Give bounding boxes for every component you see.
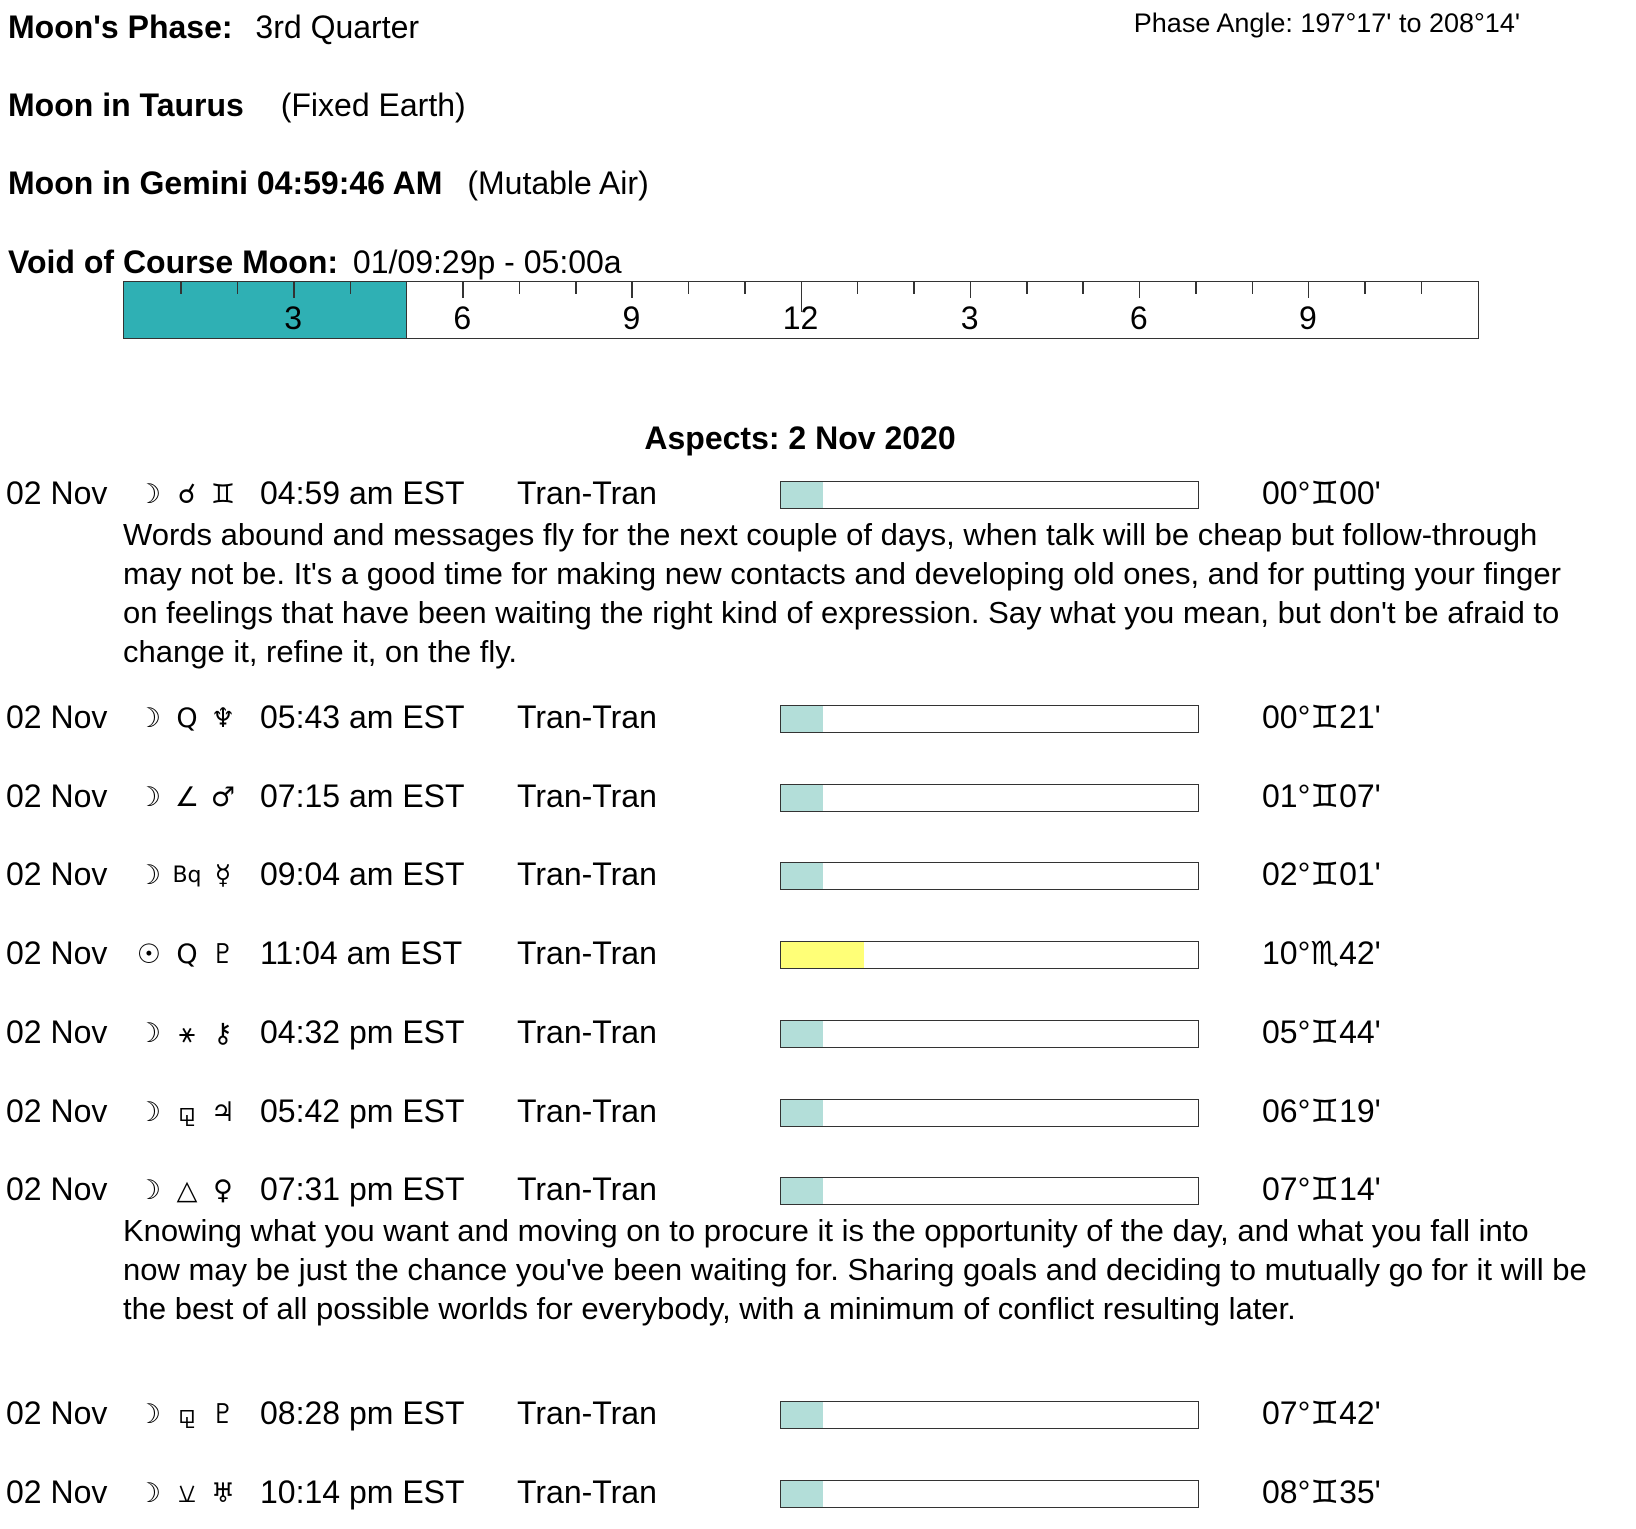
timeline-tick xyxy=(1195,282,1197,294)
aspect-interpretation: Words abound and messages fly for the next couple of days, when talk will be cheap but follow-through may not be. It's a good time for making new contacts and developing old ones, and for putting your finger on feelings that have been waiting the right kind of expression. Say what you mean, but don't be afraid to change it, refine it, on the fly. xyxy=(123,517,1561,669)
planet-2-glyph: ♆ xyxy=(210,703,236,734)
aspect-time: 10:14 pm EST xyxy=(260,1473,465,1510)
planet-2-glyph: ☿ xyxy=(214,860,232,892)
timeline-hour-label: 6 xyxy=(453,300,472,336)
planet-1-glyph: ☽ xyxy=(136,703,162,734)
aspect-time: 11:04 am EST xyxy=(260,935,463,972)
aspect-date: 02 Nov xyxy=(6,699,108,735)
timeline-tick xyxy=(1082,282,1084,294)
phase-angle: Phase Angle: 197°17' to 208°14' xyxy=(1133,8,1520,38)
aspect-position: 00°♊00' xyxy=(1262,475,1381,511)
aspect-type: Tran-Tran xyxy=(517,856,657,893)
aspect-date: 02 Nov xyxy=(6,1171,108,1208)
timeline-tick xyxy=(970,282,972,298)
orb-bar xyxy=(780,481,1199,509)
aspect-position: 07°♊14' xyxy=(1262,1171,1381,1208)
moon-ingress-line xyxy=(8,164,649,202)
planet-2-glyph: ♅ xyxy=(210,1477,236,1509)
aspect-position: 10°♏42' xyxy=(1262,935,1381,972)
aspect-glyph: ∠ xyxy=(174,781,200,813)
planet-2-glyph: ♇ xyxy=(210,1399,236,1431)
aspect-date: 02 Nov xyxy=(6,935,108,972)
timeline-tick xyxy=(1026,282,1028,294)
moon-phase-line xyxy=(8,8,419,46)
aspect-position: 00°♊21' xyxy=(1262,699,1381,735)
aspect-date: 02 Nov xyxy=(6,475,108,511)
aspect-position: 08°♊35' xyxy=(1262,1473,1381,1510)
timeline-hour-label: 3 xyxy=(284,300,303,336)
timeline-tick xyxy=(462,282,464,298)
aspect-date: 02 Nov xyxy=(6,777,108,814)
aspect-position: 05°♊44' xyxy=(1262,1013,1381,1050)
moon-sign-label: Moon in Taurus xyxy=(8,87,244,123)
timeline-tick xyxy=(519,282,521,294)
planet-1-glyph: ☽ xyxy=(136,1017,162,1049)
aspect-type: Tran-Tran xyxy=(517,1473,657,1510)
timeline-tick xyxy=(237,282,239,294)
planet-2-glyph: ♃ xyxy=(210,1096,236,1128)
orb-bar xyxy=(780,1020,1199,1048)
orb-bar xyxy=(780,1480,1199,1508)
planet-1-glyph: ☽ xyxy=(136,1096,162,1128)
orb-bar-fill xyxy=(781,482,823,508)
planet-1-glyph: ☽ xyxy=(136,781,162,813)
planet-2-glyph: ♀ xyxy=(213,1175,233,1207)
aspect-type: Tran-Tran xyxy=(517,935,657,972)
moon-ingress-element: (Mutable Air) xyxy=(467,165,649,201)
aspect-time: 08:28 pm EST xyxy=(260,1395,465,1432)
timeline-tick xyxy=(688,282,690,294)
orb-bar xyxy=(780,1401,1199,1429)
orb-bar-fill xyxy=(781,1100,823,1126)
aspect-type: Tran-Tran xyxy=(517,475,657,511)
aspect-type: Tran-Tran xyxy=(517,699,657,735)
timeline-tick xyxy=(913,282,915,294)
aspect-position: 01°♊07' xyxy=(1262,777,1381,814)
planet-2-glyph: ♊ xyxy=(210,479,236,510)
aspect-type: Tran-Tran xyxy=(517,1395,657,1432)
moon-phase-label: Moon's Phase: xyxy=(8,9,233,45)
aspect-time: 07:31 pm EST xyxy=(260,1171,465,1208)
moon-sign-element: (Fixed Earth) xyxy=(280,87,466,123)
timeline-tick xyxy=(180,282,182,294)
aspect-type: Tran-Tran xyxy=(517,1013,657,1050)
timeline-tick xyxy=(744,282,746,294)
aspect-date: 02 Nov xyxy=(6,1473,108,1510)
orb-bar-fill xyxy=(781,1178,823,1204)
timeline-tick xyxy=(350,282,352,294)
aspect-time: 05:43 am EST xyxy=(260,699,465,735)
planet-1-glyph: ☽ xyxy=(136,1399,162,1431)
timeline-tick xyxy=(857,282,859,294)
orb-bar xyxy=(780,784,1199,812)
timeline-tick xyxy=(293,282,295,298)
aspect-glyph: ⚼ xyxy=(177,1096,197,1128)
timeline-hour-label: 3 xyxy=(960,300,979,336)
aspect-glyph: Bq xyxy=(172,863,202,889)
timeline-tick xyxy=(1308,282,1310,298)
planet-2-glyph: ♇ xyxy=(210,939,236,971)
aspect-glyph: ⚼ xyxy=(177,1399,197,1431)
aspect-type: Tran-Tran xyxy=(517,1171,657,1208)
orb-bar-fill xyxy=(781,942,864,968)
planet-1-glyph: ☽ xyxy=(136,1477,162,1509)
timeline-hour-label: 6 xyxy=(1129,300,1148,336)
planet-1-glyph: ☽ xyxy=(136,479,162,510)
orb-bar xyxy=(780,1177,1199,1205)
planet-1-glyph: ☉ xyxy=(136,939,162,971)
timeline-tick xyxy=(1421,282,1423,294)
orb-bar xyxy=(780,862,1199,890)
timeline-hour-label: 9 xyxy=(1298,300,1317,336)
timeline-tick xyxy=(631,282,633,298)
planet-2-glyph: ♂ xyxy=(210,781,236,813)
aspect-date: 02 Nov xyxy=(6,1013,108,1050)
timeline-tick xyxy=(1139,282,1141,298)
aspect-date: 02 Nov xyxy=(6,1092,108,1129)
orb-bar xyxy=(780,705,1199,733)
timeline-tick xyxy=(406,282,408,294)
void-timeline xyxy=(123,281,1479,339)
aspect-glyph: ⚹ xyxy=(178,1017,196,1049)
timeline-tick xyxy=(575,282,577,294)
orb-bar-fill xyxy=(781,863,823,889)
planet-1-glyph: ☽ xyxy=(136,860,162,892)
aspect-glyph: ⚺ xyxy=(178,1477,196,1509)
orb-bar-fill xyxy=(781,1402,823,1428)
timeline-hour-label: 9 xyxy=(622,300,641,336)
moon-phase-value: 3rd Quarter xyxy=(255,9,420,45)
moon-sign-line xyxy=(8,86,466,124)
void-of-course-value: 01/09:29p - 05:00a xyxy=(352,244,622,280)
aspect-type: Tran-Tran xyxy=(517,777,657,814)
aspect-glyph: Q xyxy=(176,703,198,734)
aspect-position: 07°♊42' xyxy=(1262,1395,1381,1432)
aspects-title: Aspects: 2 Nov 2020 xyxy=(644,420,956,456)
aspect-time: 09:04 am EST xyxy=(260,856,465,893)
orb-bar-fill xyxy=(781,1021,823,1047)
orb-bar-fill xyxy=(781,1481,823,1507)
orb-bar xyxy=(780,941,1199,969)
planet-1-glyph: ☽ xyxy=(136,1175,162,1207)
aspect-time: 04:59 am EST xyxy=(260,475,465,511)
aspect-time: 05:42 pm EST xyxy=(260,1092,465,1129)
aspect-glyph: △ xyxy=(176,1175,198,1207)
planet-2-glyph: ⚷ xyxy=(213,1017,233,1049)
aspect-time: 04:32 pm EST xyxy=(260,1013,465,1050)
void-of-course-line xyxy=(8,243,622,281)
aspect-date: 02 Nov xyxy=(6,856,108,893)
void-of-course-label: Void of Course Moon: xyxy=(8,244,339,280)
aspect-glyph: Q xyxy=(176,939,198,971)
timeline-tick xyxy=(1252,282,1254,294)
aspect-type: Tran-Tran xyxy=(517,1092,657,1129)
aspect-interpretation: Knowing what you want and moving on to procure it is the opportunity of the day, and what you fall into now may be just the chance you've been waiting for. Sharing goals and deciding to mutually go for it will be the best of all possible worlds for everybody, with a minimum of conflict resulting later. xyxy=(123,1213,1587,1327)
moon-ingress-label: Moon in Gemini 04:59:46 AM xyxy=(8,165,443,201)
orb-bar xyxy=(780,1099,1199,1127)
aspect-glyph: ☌ xyxy=(177,479,197,510)
aspect-time: 07:15 am EST xyxy=(260,777,465,814)
orb-bar-fill xyxy=(781,785,823,811)
aspect-date: 02 Nov xyxy=(6,1395,108,1432)
timeline-tick xyxy=(1364,282,1366,294)
aspect-position: 06°♊19' xyxy=(1262,1092,1381,1129)
timeline-hour-label: 12 xyxy=(782,300,819,336)
orb-bar-fill xyxy=(781,706,823,732)
void-period-fill xyxy=(124,282,407,338)
aspect-position: 02°♊01' xyxy=(1262,856,1381,893)
